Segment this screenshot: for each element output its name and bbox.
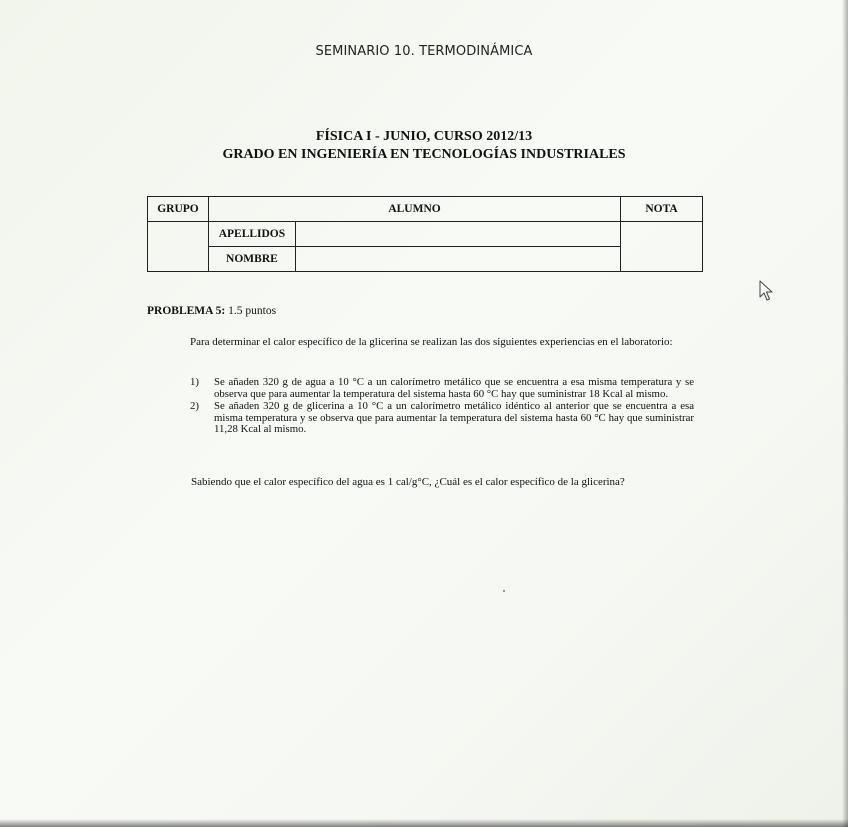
problem-question: Sabiendo que el calor específico del agua es 1 cal/g°C, ¿Cuál es el calor específico de la glicerina? <box>191 476 625 488</box>
experiment-list <box>190 377 694 436</box>
list-item-number: 2) <box>190 400 199 413</box>
list-item <box>190 401 694 436</box>
label-surnames: APELLIDOS <box>208 222 295 247</box>
group-cell <box>148 222 209 272</box>
grade-cell <box>621 222 703 272</box>
seminar-title: SEMINARIO 10. TERMODINÁMICA <box>315 44 533 59</box>
surnames-cell <box>295 222 620 247</box>
list-item-number: 1) <box>190 376 199 388</box>
course-title <box>0 128 848 164</box>
speck <box>503 590 505 592</box>
label-name: NOMBRE <box>208 247 295 272</box>
problem-header <box>147 305 276 317</box>
screen-bezel-right <box>842 0 848 827</box>
problem-label: PROBLEMA 5: <box>147 305 226 317</box>
mouse-pointer-icon <box>759 280 773 307</box>
name-cell <box>295 247 620 272</box>
header-student: ALUMNO <box>208 197 620 222</box>
problem-intro: Para determinar el calor específico de la glicerina se realizan las dos siguientes experiencias en el laboratorio: <box>190 336 673 348</box>
list-item-text: Se añaden 320 g de agua a 10 °C a un calorímetro metálico que se encuentra a esa misma temperatura y se observa que para aumentar la temperatura del sistema hasta 60 °C hay que suministrar 18 Kcal al mismo. <box>214 376 694 400</box>
student-id-table <box>147 196 703 272</box>
header-grade: NOTA <box>621 197 703 222</box>
course-title-line2: GRADO EN INGENIERÍA EN TECNOLOGÍAS INDUSTRIALES <box>222 147 626 162</box>
list-item <box>190 377 694 400</box>
list-item-text: Se añaden 320 g de glicerina a 10 °C a un calorímetro metálico idéntico al anterior que se encuentra a esa misma temperatura y se observa que para aumentar la temperatura del sistema hasta 60 °C hay que suministrar 11,28 Kcal al mismo. <box>214 400 694 436</box>
course-title-line1: FÍSICA I - JUNIO, CURSO 2012/13 <box>315 129 533 144</box>
problem-points: 1.5 puntos <box>228 305 277 317</box>
screen-bezel-bottom <box>0 819 848 827</box>
header-group: GRUPO <box>148 197 209 222</box>
